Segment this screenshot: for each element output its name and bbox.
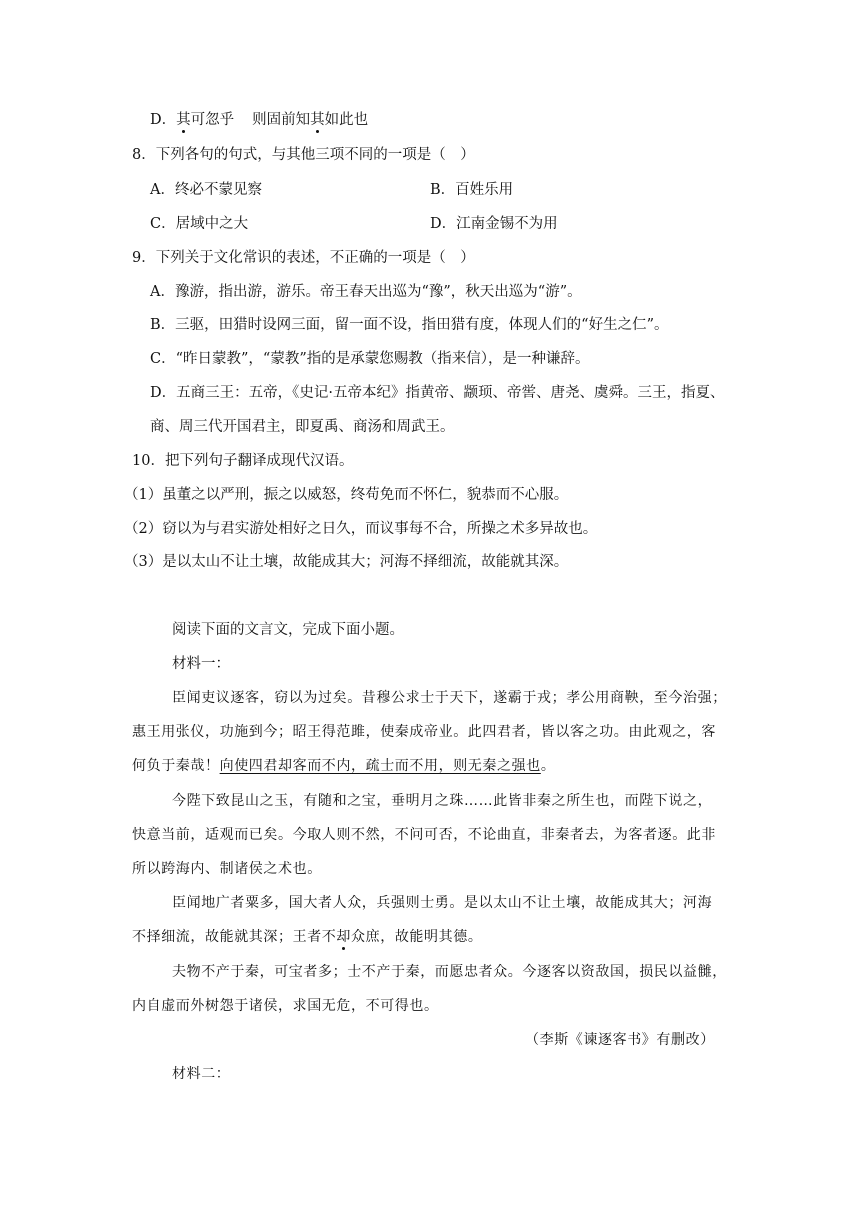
q9-stem: 9．下列关于文化常识的表述，不正确的一项是（ ）	[132, 250, 475, 266]
q9-option-c: C．“昨日蒙教”，“蒙教”指的是承蒙您赐教（指来信），是一种谦辞。	[150, 351, 590, 367]
material-1-title: 材料一：	[172, 656, 230, 672]
q7-option-d	[150, 110, 368, 130]
emphasis-char: 却	[336, 929, 352, 945]
reading-intro: 阅读下面的文言文，完成下面小题。	[172, 622, 404, 638]
q9-option-b: B．三驱，田猎时设网三面，留一面不设，指田猎有度，体现人们的“好生之仁”。	[150, 317, 669, 333]
passage-text: 何负于秦哉！	[132, 758, 220, 774]
q10-item-2: （2）窃以为与君实游处相好之日久，而议事每不合，所操之术多异故也。	[124, 521, 598, 537]
q9-option-a: A．豫游，指出游，游乐。帝王春天出巡为“豫”，秋天出巡为“游”。	[150, 284, 582, 300]
q8-option-a: A．终必不蒙见察	[150, 182, 262, 198]
q8-option-b: B．百姓乐用	[430, 182, 514, 198]
passage-line: 内自虚而外树怨于诸侯，求国无危，不可得也。	[132, 998, 439, 1014]
passage-line: 所以跨海内、制诸侯之术也。	[132, 861, 322, 877]
q10-item-3: （3）是以太山不让土壤，故能成其大；河海不择细流，故能就其深。	[124, 554, 569, 570]
emphasis-char: 其	[310, 112, 325, 128]
source-citation: （李斯《谏逐客书》有删改）	[525, 1032, 715, 1048]
q8-option-d: D．江南金锡不为用	[430, 216, 558, 232]
passage-line: 臣闻地广者粟多，国大者人众，兵强则士勇。是以太山不让土壤，故能成其大；河海	[172, 895, 713, 911]
passage-line	[132, 927, 482, 947]
q9-option-d: D．五商三王：五帝，《史记·五帝本纪》指黄帝、颛顼、帝喾、唐尧、虞舜。三王，指夏、	[150, 385, 725, 401]
q8-stem: 8．下列各句的句式，与其他三项不同的一项是（ ）	[132, 147, 475, 163]
passage-line	[132, 756, 555, 776]
material-2-title: 材料二：	[172, 1066, 231, 1082]
passage-line: 快意当前，适观而已矣。今取人则不然，不问可否，不论曲直，非秦者去，为客者逐。此非	[132, 827, 716, 843]
passage-text: 。	[540, 758, 556, 774]
passage-line: 今陛下致昆山之玉，有随和之宝，垂明月之珠……此皆非秦之所生也，而陛下说之，	[172, 793, 713, 809]
q8-option-c: C．居域中之大	[150, 216, 249, 232]
q7-option-d-label: D．	[150, 112, 177, 128]
underlined-sentence: 向使四君却客而不内，疏士而不用，则无秦之强也	[219, 758, 541, 774]
q7-option-d-text: 如此也	[324, 112, 369, 128]
q7-option-d-text: 则固前知	[252, 112, 311, 128]
passage-text: 众庶，故能明其德。	[351, 929, 483, 945]
q10-item-1: （1）虽董之以严刑，振之以威怒，终苟免而不怀仁，貌恭而不心服。	[124, 487, 569, 503]
q7-option-d-text: 可忽乎	[190, 112, 235, 128]
q10-stem: 10．把下列句子翻译成现代汉语。	[132, 453, 354, 469]
passage-line: 臣闻吏议逐客，窃以为过矣。昔穆公求士于天下，遂霸于戎；孝公用商鞅，至今治强；	[172, 690, 727, 706]
passage-line: 惠王用张仪，功施到今；昭王得范雎，使秦成帝业。此四君者，皆以客之功。由此观之，客	[132, 724, 716, 740]
emphasis-char: 其	[176, 112, 191, 128]
q9-option-d-cont: 商、周三代开国君主，即夏禹、商汤和周武王。	[150, 419, 455, 435]
passage-line: 夫物不产于秦，可宝者多；士不产于秦，而愿忠者众。今逐客以资敌国，损民以益雠，	[172, 964, 727, 980]
passage-text: 不择细流，故能就其深；王者不	[132, 929, 337, 945]
